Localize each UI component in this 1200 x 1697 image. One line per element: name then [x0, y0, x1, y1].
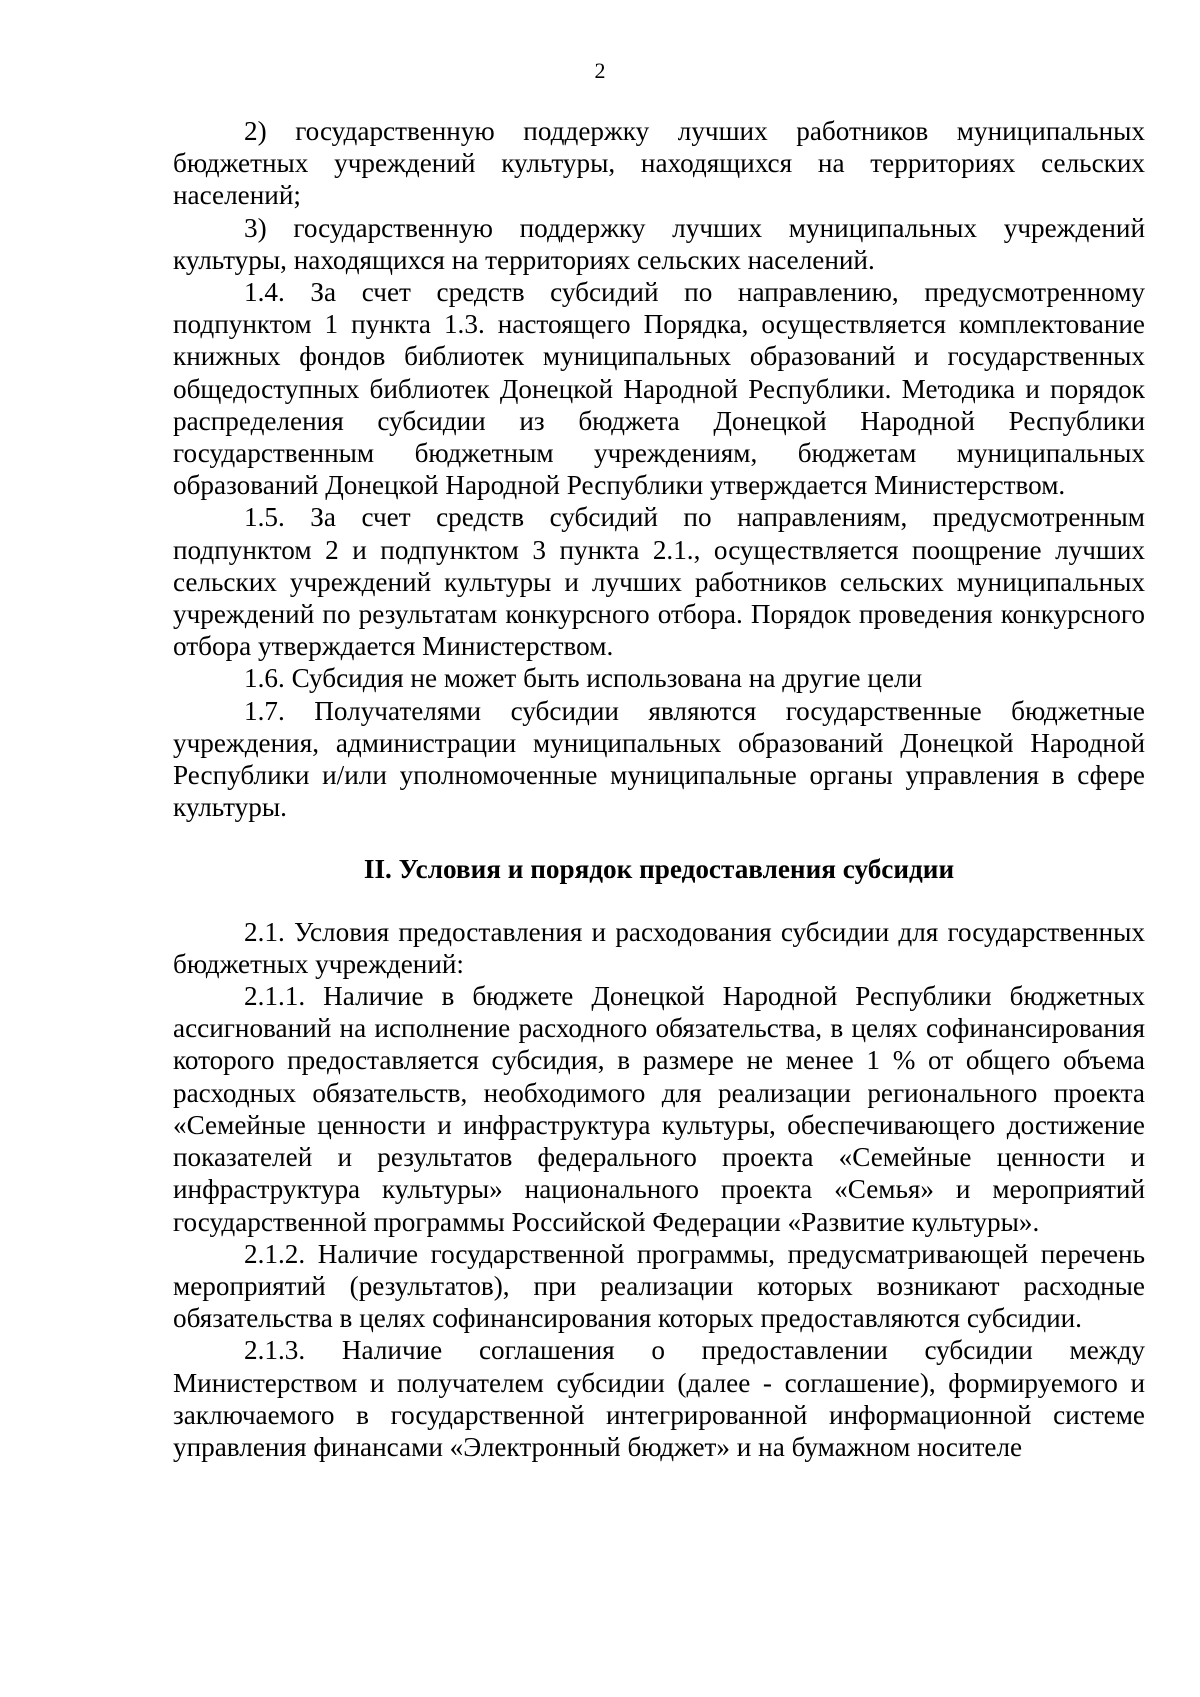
paragraph-2-1: 2.1. Условия предоставления и расходования субсидии для государственных бюджетных учреждений: — [173, 916, 1145, 979]
section-heading: II. Условия и порядок предоставления субсидии — [363, 854, 955, 885]
paragraph-1-7: 1.7. Получателями субсидии являются государственные бюджетные учреждения, администрации муниципальных образований Донецкой Народной Республики и/или уполномоченные муниципальные органы управления в сфере культуры. — [173, 695, 1145, 823]
paragraph-2-1-2: 2.1.2. Наличие государственной программы, предусматривающей перечень мероприятий (результатов), при реализации которых возникают расходные обязательства в целях софинансирования которых предоставляются субсидии. — [173, 1238, 1145, 1334]
paragraph-2-1-1: 2.1.1. Наличие в бюджете Донецкой Народной Республики бюджетных ассигнований на исполнение расходного обязательства, в целях софинансирования которого предоставляется субсидия, в размере не менее 1 % от общего объема расходных обязательств, необходимого для реализации регионального проекта «Семейные ценности и инфраструктура культуры, обеспечивающего достижение показателей и результатов федерального проекта «Семейные ценности и инфраструктура культуры» национального проекта «Семья» и мероприятий государственной программы Российской Федерации «Развитие культуры». — [173, 981, 1145, 1237]
page-number: 2 — [594, 58, 606, 83]
paragraph-1-6: 1.6. Субсидия не может быть использована на другие цели — [244, 663, 923, 694]
paragraph-item-3: 3) государственную поддержку лучших муниципальных учреждений культуры, находящихся на территориях сельских населений. — [173, 212, 1145, 275]
paragraph-1-4: 1.4. За счет средств субсидий по направлению, предусмотренному подпунктом 1 пункта 1.3. настоящего Порядка, осуществляется комплектование книжных фондов библиотек муниципальных образований и государственных общедоступных библиотек Донецкой Народной Республики. Методика и порядок распределения субсидии из бюджета Донецкой Народной Республики государственным бюджетным учреждениям, бюджетам муниципальных образований Донецкой Народной Республики утверждается Министерством. — [173, 277, 1145, 501]
paragraph-item-2: 2) государственную поддержку лучших работников муниципальных бюджетных учреждений культуры, находящихся на территориях сельских населений; — [173, 116, 1145, 211]
paragraph-2-1-3: 2.1.3. Наличие соглашения о предоставлении субсидии между Министерством и получателем субсидии (далее - соглашение), формируемого и заключаемого в государственной интегрированной информационной системе управления финансами «Электронный бюджет» и на бумажном носителе — [173, 1335, 1145, 1462]
document-body — [173, 115, 1145, 1463]
paragraph-1-5: 1.5. За счет средств субсидий по направлениям, предусмотренным подпунктом 2 и подпунктом 3 пункта 2.1., осуществляется поощрение лучших сельских учреждений культуры и лучших работников сельских муниципальных учреждений по результатам конкурсного отбора. Порядок проведения конкурсного отбора утверждается Министерством. — [173, 502, 1145, 662]
